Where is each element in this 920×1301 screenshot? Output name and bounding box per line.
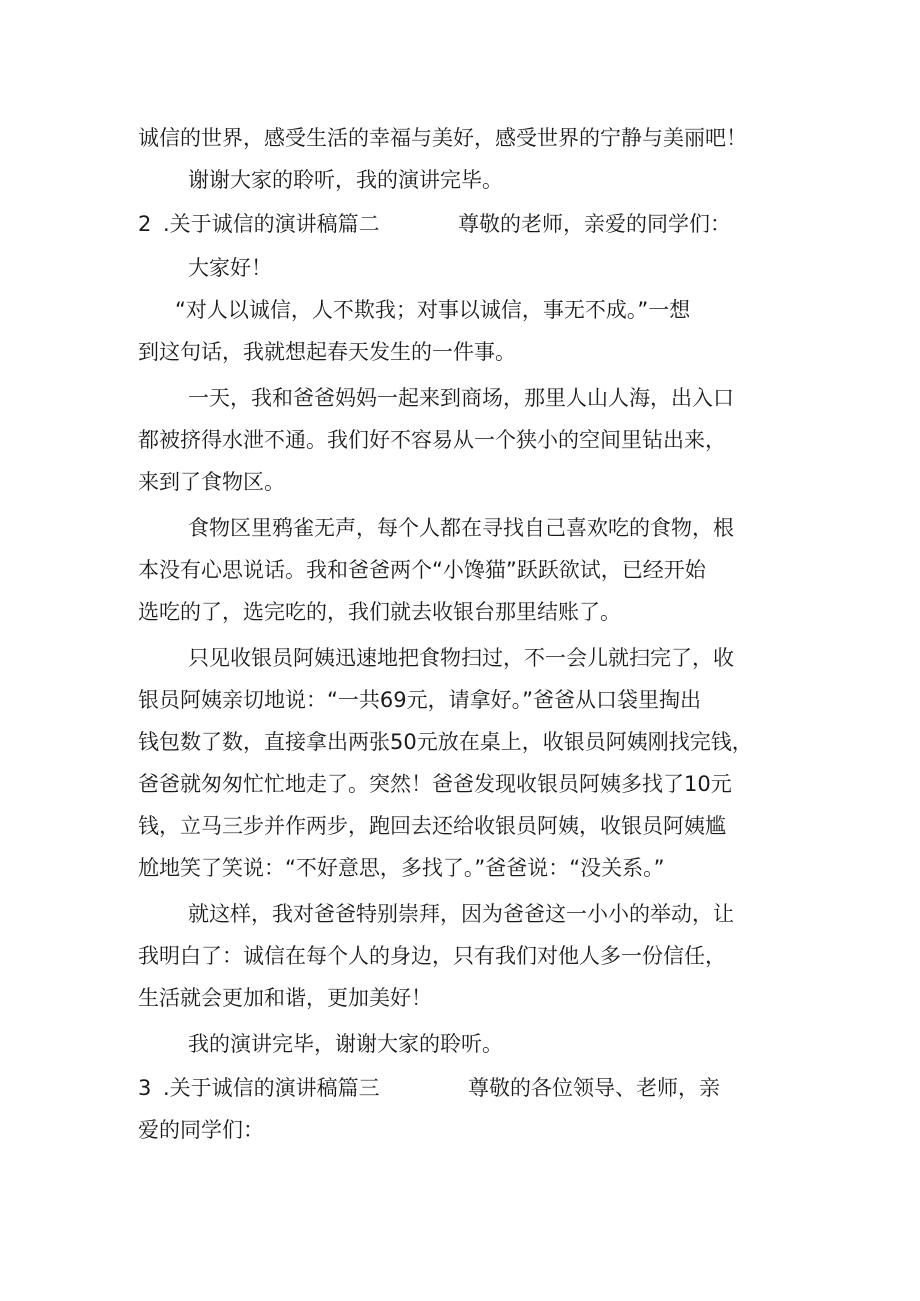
paragraph-line: 银员阿姨亲切地说：“一共69元，请拿好。”爸爸从口袋里掏出 — [138, 688, 701, 712]
paragraph-line: 爸爸就匆匆忙忙地走了。突然！爸爸发现收银员阿姨多找了10元 — [138, 772, 732, 796]
section-number: 3 — [138, 1076, 152, 1100]
paragraph-line: “对人以诚信，人不欺我；对事以诚信，事无不成。”一想 — [175, 298, 691, 322]
section-salutation: 尊敬的老师，亲爱的同学们： — [458, 212, 731, 236]
paragraph-line: 生活就会更加和谐，更加美好！ — [138, 986, 432, 1010]
paragraph-line: 诚信的世界，感受生活的幸福与美好，感受世界的宁静与美丽吧！ — [138, 126, 747, 150]
paragraph-line: 爱的同学们： — [138, 1118, 264, 1142]
paragraph-line: 只见收银员阿姨迅速地把食物扫过，不一会儿就扫完了，收 — [188, 646, 734, 670]
section-title: .关于诚信的演讲稿篇二 — [163, 212, 380, 236]
paragraph-line: 来到了食物区。 — [138, 470, 285, 494]
paragraph-line: 本没有心思说话。我和爸爸两个“小馋猫”跃跃欲试，已经开始 — [138, 558, 706, 582]
paragraph-line: 谢谢大家的聆听，我的演讲完毕。 — [188, 168, 503, 192]
paragraph-line: 我明白了：诚信在每个人的身边，只有我们对他人多一份信任， — [138, 944, 726, 968]
paragraph-line: 到这句话，我就想起春天发生的一件事。 — [138, 340, 516, 364]
paragraph-line: 钱包数了数，直接拿出两张50元放在桌上，收银员阿姨刚找完钱， — [138, 730, 753, 754]
paragraph-line: 钱，立马三步并作两步，跑回去还给收银员阿姨，收银员阿姨尴 — [138, 814, 726, 838]
section-title: .关于诚信的演讲稿篇三 — [163, 1076, 380, 1100]
paragraph-line: 尬地笑了笑说：“不好意思，多找了。”爸爸说：“没关系。” — [138, 856, 665, 880]
paragraph-line: 选吃的了，选完吃的，我们就去收银台那里结账了。 — [138, 600, 621, 624]
section-salutation: 尊敬的各位领导、老师，亲 — [468, 1076, 720, 1100]
paragraph-line: 大家好！ — [188, 256, 272, 280]
paragraph-line: 一天，我和爸爸妈妈一起来到商场，那里人山人海，出入口 — [188, 386, 734, 410]
paragraph-line: 我的演讲完毕，谢谢大家的聆听。 — [188, 1032, 503, 1056]
paragraph-line: 都被挤得水泄不通。我们好不容易从一个狭小的空间里钻出来， — [138, 428, 726, 452]
paragraph-line: 食物区里鸦雀无声，每个人都在寻找自己喜欢吃的食物，根 — [188, 516, 734, 540]
section-number: 2 — [138, 212, 152, 236]
paragraph-line: 就这样，我对爸爸特别崇拜，因为爸爸这一小小的举动，让 — [188, 902, 734, 926]
